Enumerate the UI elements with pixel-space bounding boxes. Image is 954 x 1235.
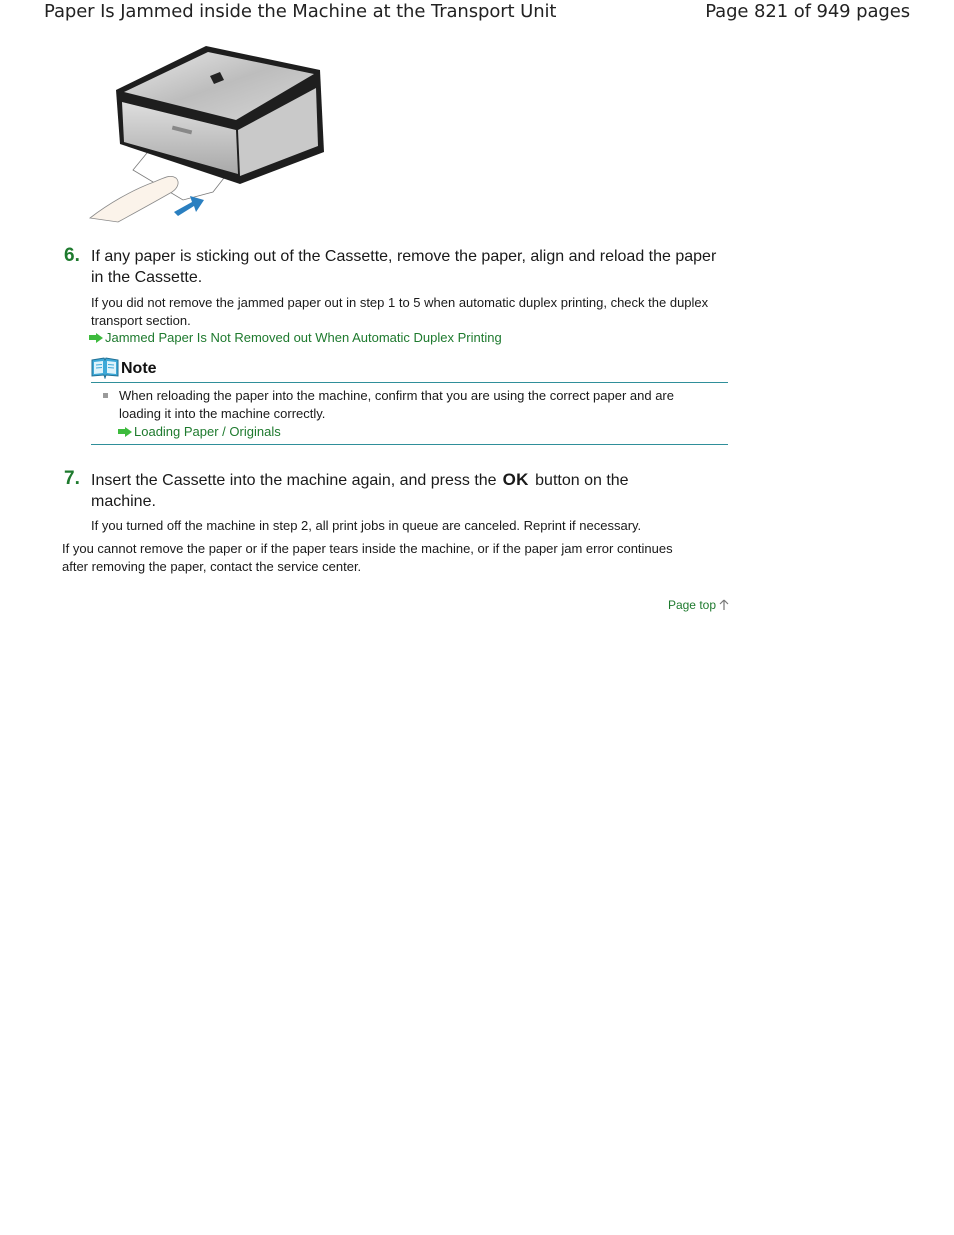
service-center-text: If you cannot remove the paper or if the paper tears inside the machine, or if the paper jam error continues after removing the paper, contact the service center.: [62, 541, 673, 574]
step-text-after: button on the machine.: [91, 472, 629, 510]
printer-paper-removal-illustration: [88, 42, 328, 224]
step-detail: If you turned off the machine in step 2, all print jobs in queue are canceled. Reprint if necessary.: [91, 518, 642, 533]
book-icon: [91, 357, 119, 379]
step-text-before: Insert the Cassette into the machine again, and press the: [91, 472, 497, 489]
note-item-text: When reloading the paper into the machine, confirm that you are using the correct paper and are loading it into the machine correctly.: [119, 388, 674, 421]
note-header: [91, 356, 728, 383]
link-arrow-icon: [118, 427, 132, 437]
note-divider: [91, 444, 728, 445]
note-box: [91, 356, 728, 445]
link-row: [89, 329, 502, 347]
page-header-title: Paper Is Jammed inside the Machine at the Transport Unit: [44, 1, 557, 22]
step-instruction: [91, 469, 691, 512]
step-number: 7.: [64, 468, 80, 489]
step-number: 6.: [64, 245, 80, 266]
step-instruction: If any paper is sticking out of the Cassette, remove the paper, align and reload the paper in the Cassette.: [91, 248, 717, 286]
link-arrow-icon: [89, 333, 103, 343]
duplex-link[interactable]: Jammed Paper Is Not Removed out When Automatic Duplex Printing: [105, 330, 502, 345]
note-label: Note: [121, 360, 157, 377]
step-detail: If you did not remove the jammed paper out in step 1 to 5 when automatic duplex printing, check the duplex transport section.: [91, 295, 709, 328]
page-top-link[interactable]: [668, 598, 729, 612]
bullet-icon: [103, 393, 108, 398]
page-header-page-number: Page 821 of 949 pages: [705, 1, 910, 22]
page-top-label: Page top: [667, 598, 716, 612]
note-link-row: [118, 423, 281, 441]
ok-button-glyph: OK: [502, 470, 529, 489]
loading-paper-link[interactable]: Loading Paper / Originals: [134, 424, 281, 439]
up-arrow-icon: [719, 599, 729, 611]
